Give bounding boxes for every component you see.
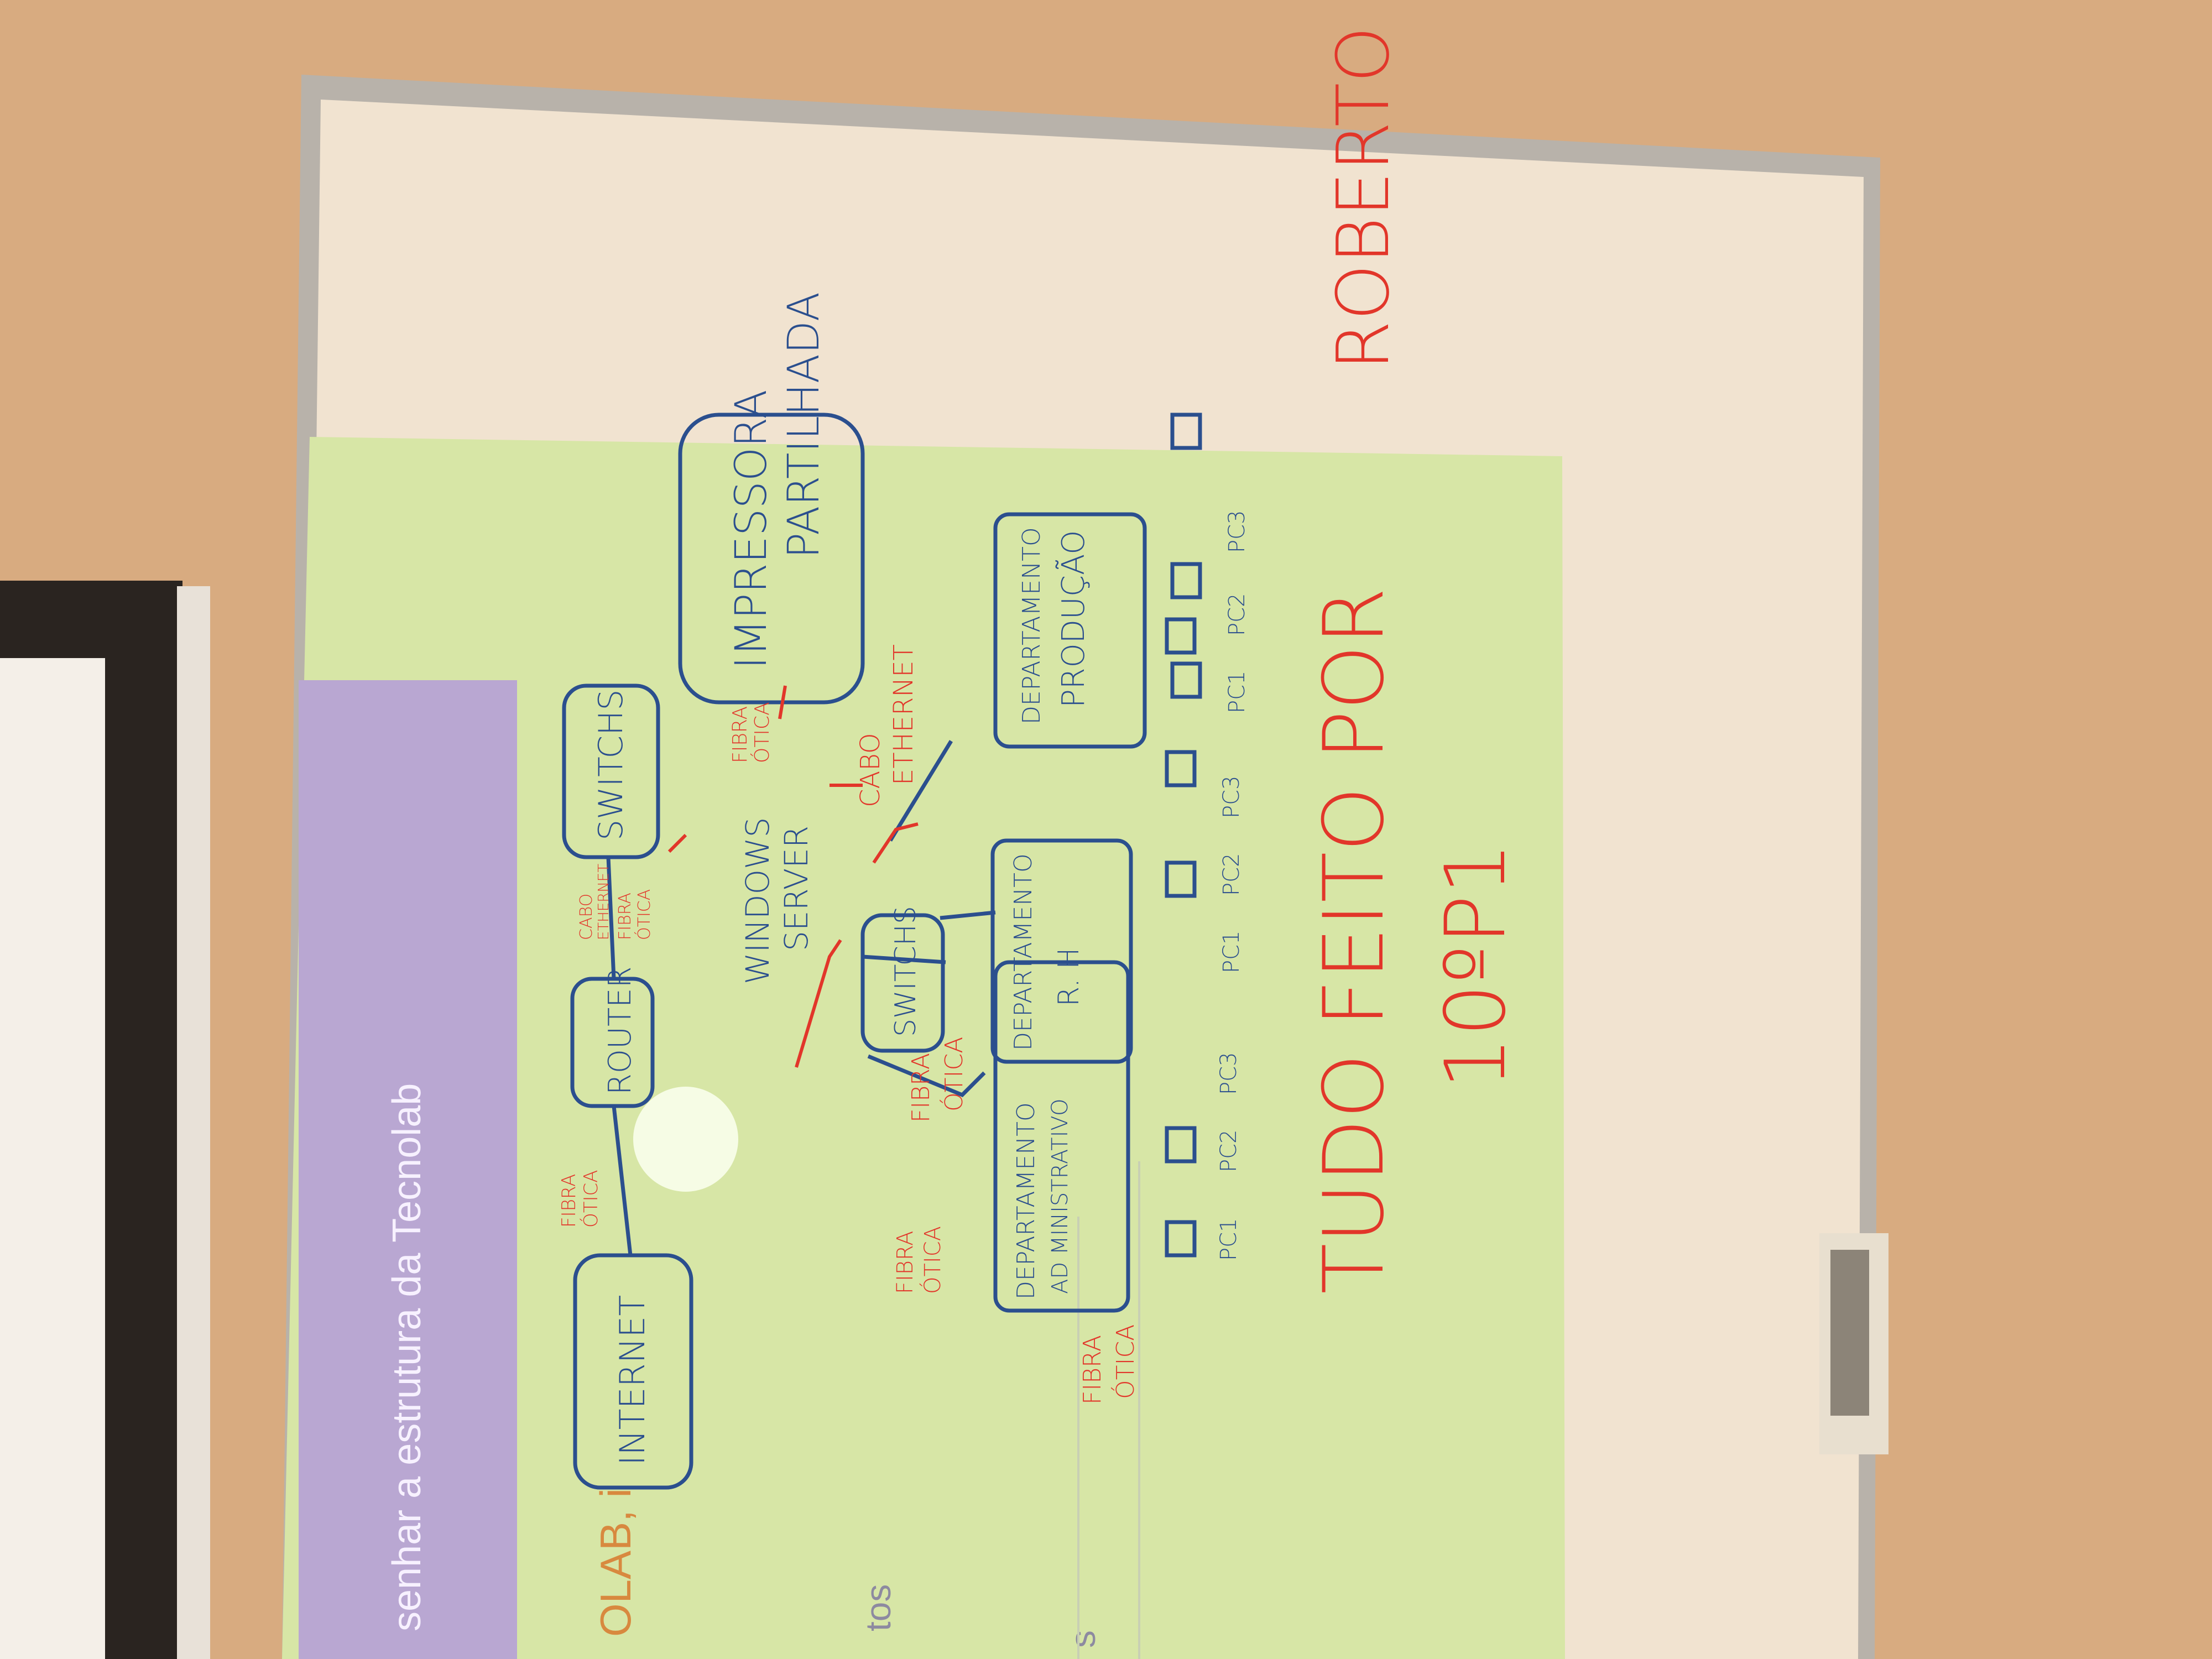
dept-rh-label-1: DEPARTAMENTO <box>1009 853 1037 1051</box>
slide-fragment: tos <box>858 1584 898 1631</box>
pc-label: PC1 <box>1224 670 1250 713</box>
pc-label: PC1 <box>1216 1218 1241 1261</box>
fibra-label: FIBRA <box>729 706 752 763</box>
otica-label: ÓTICA <box>580 1170 602 1228</box>
fibra-label: FIBRA <box>893 1230 918 1294</box>
dept-prod-label-2: PRODUÇÃO <box>1056 530 1092 708</box>
otica-label: ÓTICA <box>920 1225 946 1294</box>
windows-label: WINDOWS <box>739 817 776 984</box>
pc-label: PC2 <box>1219 853 1244 896</box>
cabo-label: CABO <box>577 893 596 940</box>
switches-top-label: SWITCHS <box>592 689 630 841</box>
printer-label-2: PARTILHADA <box>779 291 829 559</box>
otica-label: ÓTICA <box>751 702 774 763</box>
pc-label: PC3 <box>1219 775 1244 818</box>
slide-subtitle: OLAB, i <box>591 1488 640 1637</box>
printer-label-1: IMPRESSORA <box>727 389 776 669</box>
switches-mid-label: SWITCHS <box>889 906 922 1037</box>
screen-case <box>177 586 210 1659</box>
slide-fragment-2: s <box>1063 1630 1103 1648</box>
dept-admin-label-1: DEPARTAMENTO <box>1012 1102 1040 1300</box>
internet-label: INTERNET <box>612 1295 653 1465</box>
fibra-label: FIBRA <box>558 1173 580 1228</box>
projector-glare <box>633 1087 738 1192</box>
slide-title: senhar a estrutura da Tecnolab <box>385 1083 429 1631</box>
otica-label: ÓTICA <box>1112 1324 1140 1399</box>
dept-rh-label-2: R. H <box>1052 947 1086 1006</box>
otica-label: ÓTICA <box>940 1036 968 1112</box>
pc-label: PC3 <box>1224 510 1250 553</box>
fibra-label: FIBRA <box>615 893 635 940</box>
author-name: ROBERTO <box>1321 26 1405 371</box>
pc-label: PC1 <box>1219 930 1244 973</box>
ethernet-label: ETHERNET <box>888 644 919 785</box>
server-label: SERVER <box>778 825 815 951</box>
pc-label: PC3 <box>1216 1052 1241 1095</box>
eraser <box>1830 1250 1869 1416</box>
signature-line-2: 10ºP1 <box>1428 842 1524 1089</box>
fibra-label: FIBRA <box>907 1053 935 1123</box>
pc-label: PC2 <box>1224 593 1250 636</box>
screen-surface <box>0 658 105 1659</box>
dept-admin-label-2: AD MINISTRATIVO <box>1047 1098 1073 1294</box>
signature-line-1: TUDO FEITO POR <box>1306 587 1402 1294</box>
fibra-label: FIBRA <box>1078 1335 1107 1405</box>
pc-label: PC2 <box>1216 1129 1241 1172</box>
dept-prod-label-1: DEPARTAMENTO <box>1018 527 1046 724</box>
router-label: ROUTER <box>602 966 638 1095</box>
ethernet-label: ETHERNET <box>596 863 612 940</box>
cabo-label: CABO <box>855 733 886 807</box>
otica-label: ÓTICA <box>635 889 654 940</box>
